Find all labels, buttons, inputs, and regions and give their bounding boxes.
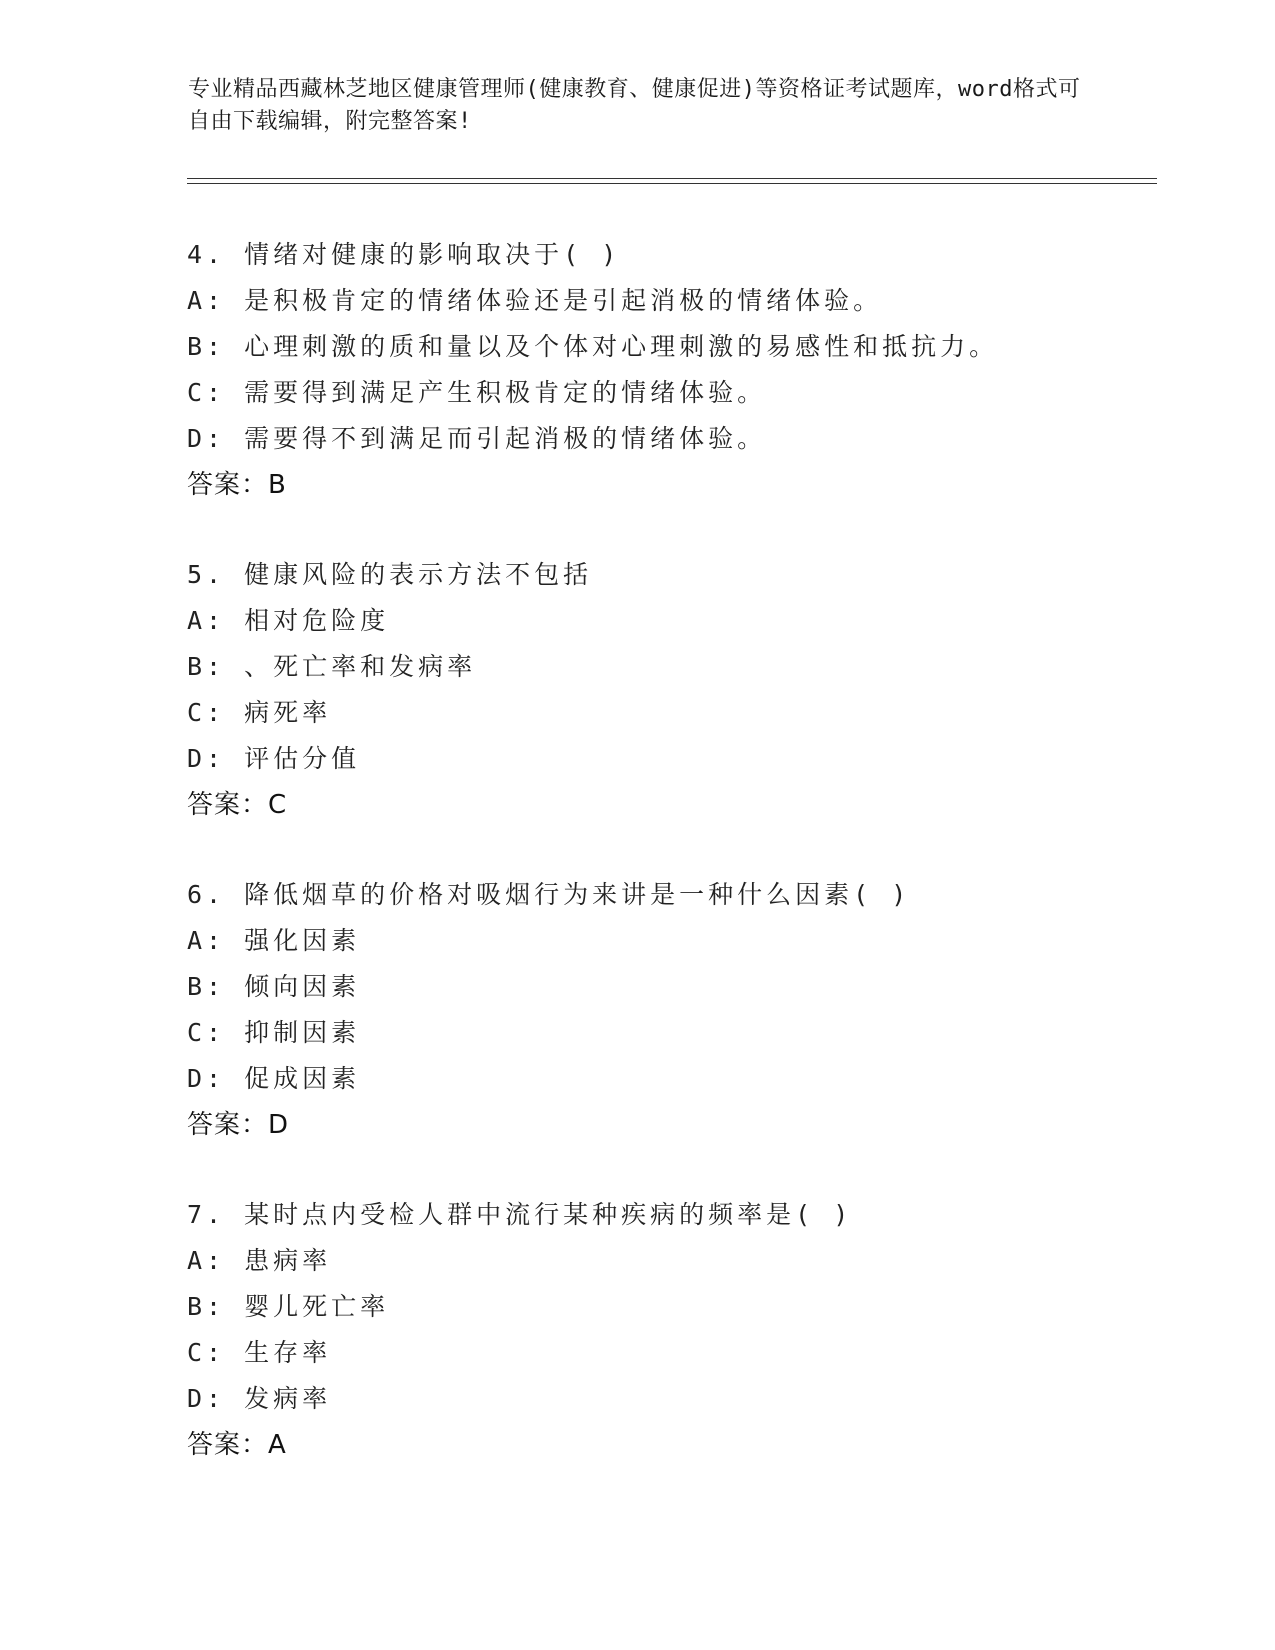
option-b: B: 、死亡率和发病率 [187, 652, 477, 681]
answer-label: 答案：C [187, 790, 288, 820]
option-a: A: 相对危险度 [187, 606, 390, 635]
option-d: D: 发病率 [187, 1384, 332, 1413]
header-divider-top [187, 178, 1157, 179]
question-stem: 6. 降低烟草的价格对吸烟行为来讲是一种什么因素( ) [187, 880, 911, 909]
question-7 [187, 1192, 1167, 1468]
option-d: D: 需要得不到满足而引起消极的情绪体验。 [187, 424, 767, 453]
option-b: B: 倾向因素 [187, 972, 361, 1001]
option-a: A: 患病率 [187, 1246, 332, 1275]
option-c: C: 抑制因素 [187, 1018, 361, 1047]
option-c: C: 需要得到满足产生积极肯定的情绪体验。 [187, 378, 767, 407]
option-a: A: 是积极肯定的情绪体验还是引起消极的情绪体验。 [187, 286, 883, 315]
question-stem: 4. 情绪对健康的影响取决于( ) [187, 240, 621, 269]
header-text: 专业精品西藏林芝地区健康管理师(健康教育、健康促进)等资格证考试题库，word格式可自由下载编辑，附完整答案! [188, 77, 1081, 134]
question-4 [187, 232, 1167, 508]
header-divider-bottom [187, 183, 1157, 184]
option-d: D: 评估分值 [187, 744, 361, 773]
option-b: B: 心理刺激的质和量以及个体对心理刺激的易感性和抵抗力。 [187, 332, 999, 361]
answer-label: 答案：B [187, 470, 287, 500]
question-stem: 5. 健康风险的表示方法不包括 [187, 560, 593, 589]
option-a: A: 强化因素 [187, 926, 361, 955]
option-c: C: 生存率 [187, 1338, 332, 1367]
question-stem: 7. 某时点内受检人群中流行某种疾病的频率是( ) [187, 1200, 853, 1229]
option-c: C: 病死率 [187, 698, 332, 727]
option-d: D: 促成因素 [187, 1064, 361, 1093]
option-b: B: 婴儿死亡率 [187, 1292, 390, 1321]
answer-label: 答案：D [187, 1110, 290, 1140]
document-header [188, 74, 1088, 138]
answer-label: 答案：A [187, 1430, 287, 1460]
question-6 [187, 872, 1167, 1148]
question-5 [187, 552, 1167, 828]
